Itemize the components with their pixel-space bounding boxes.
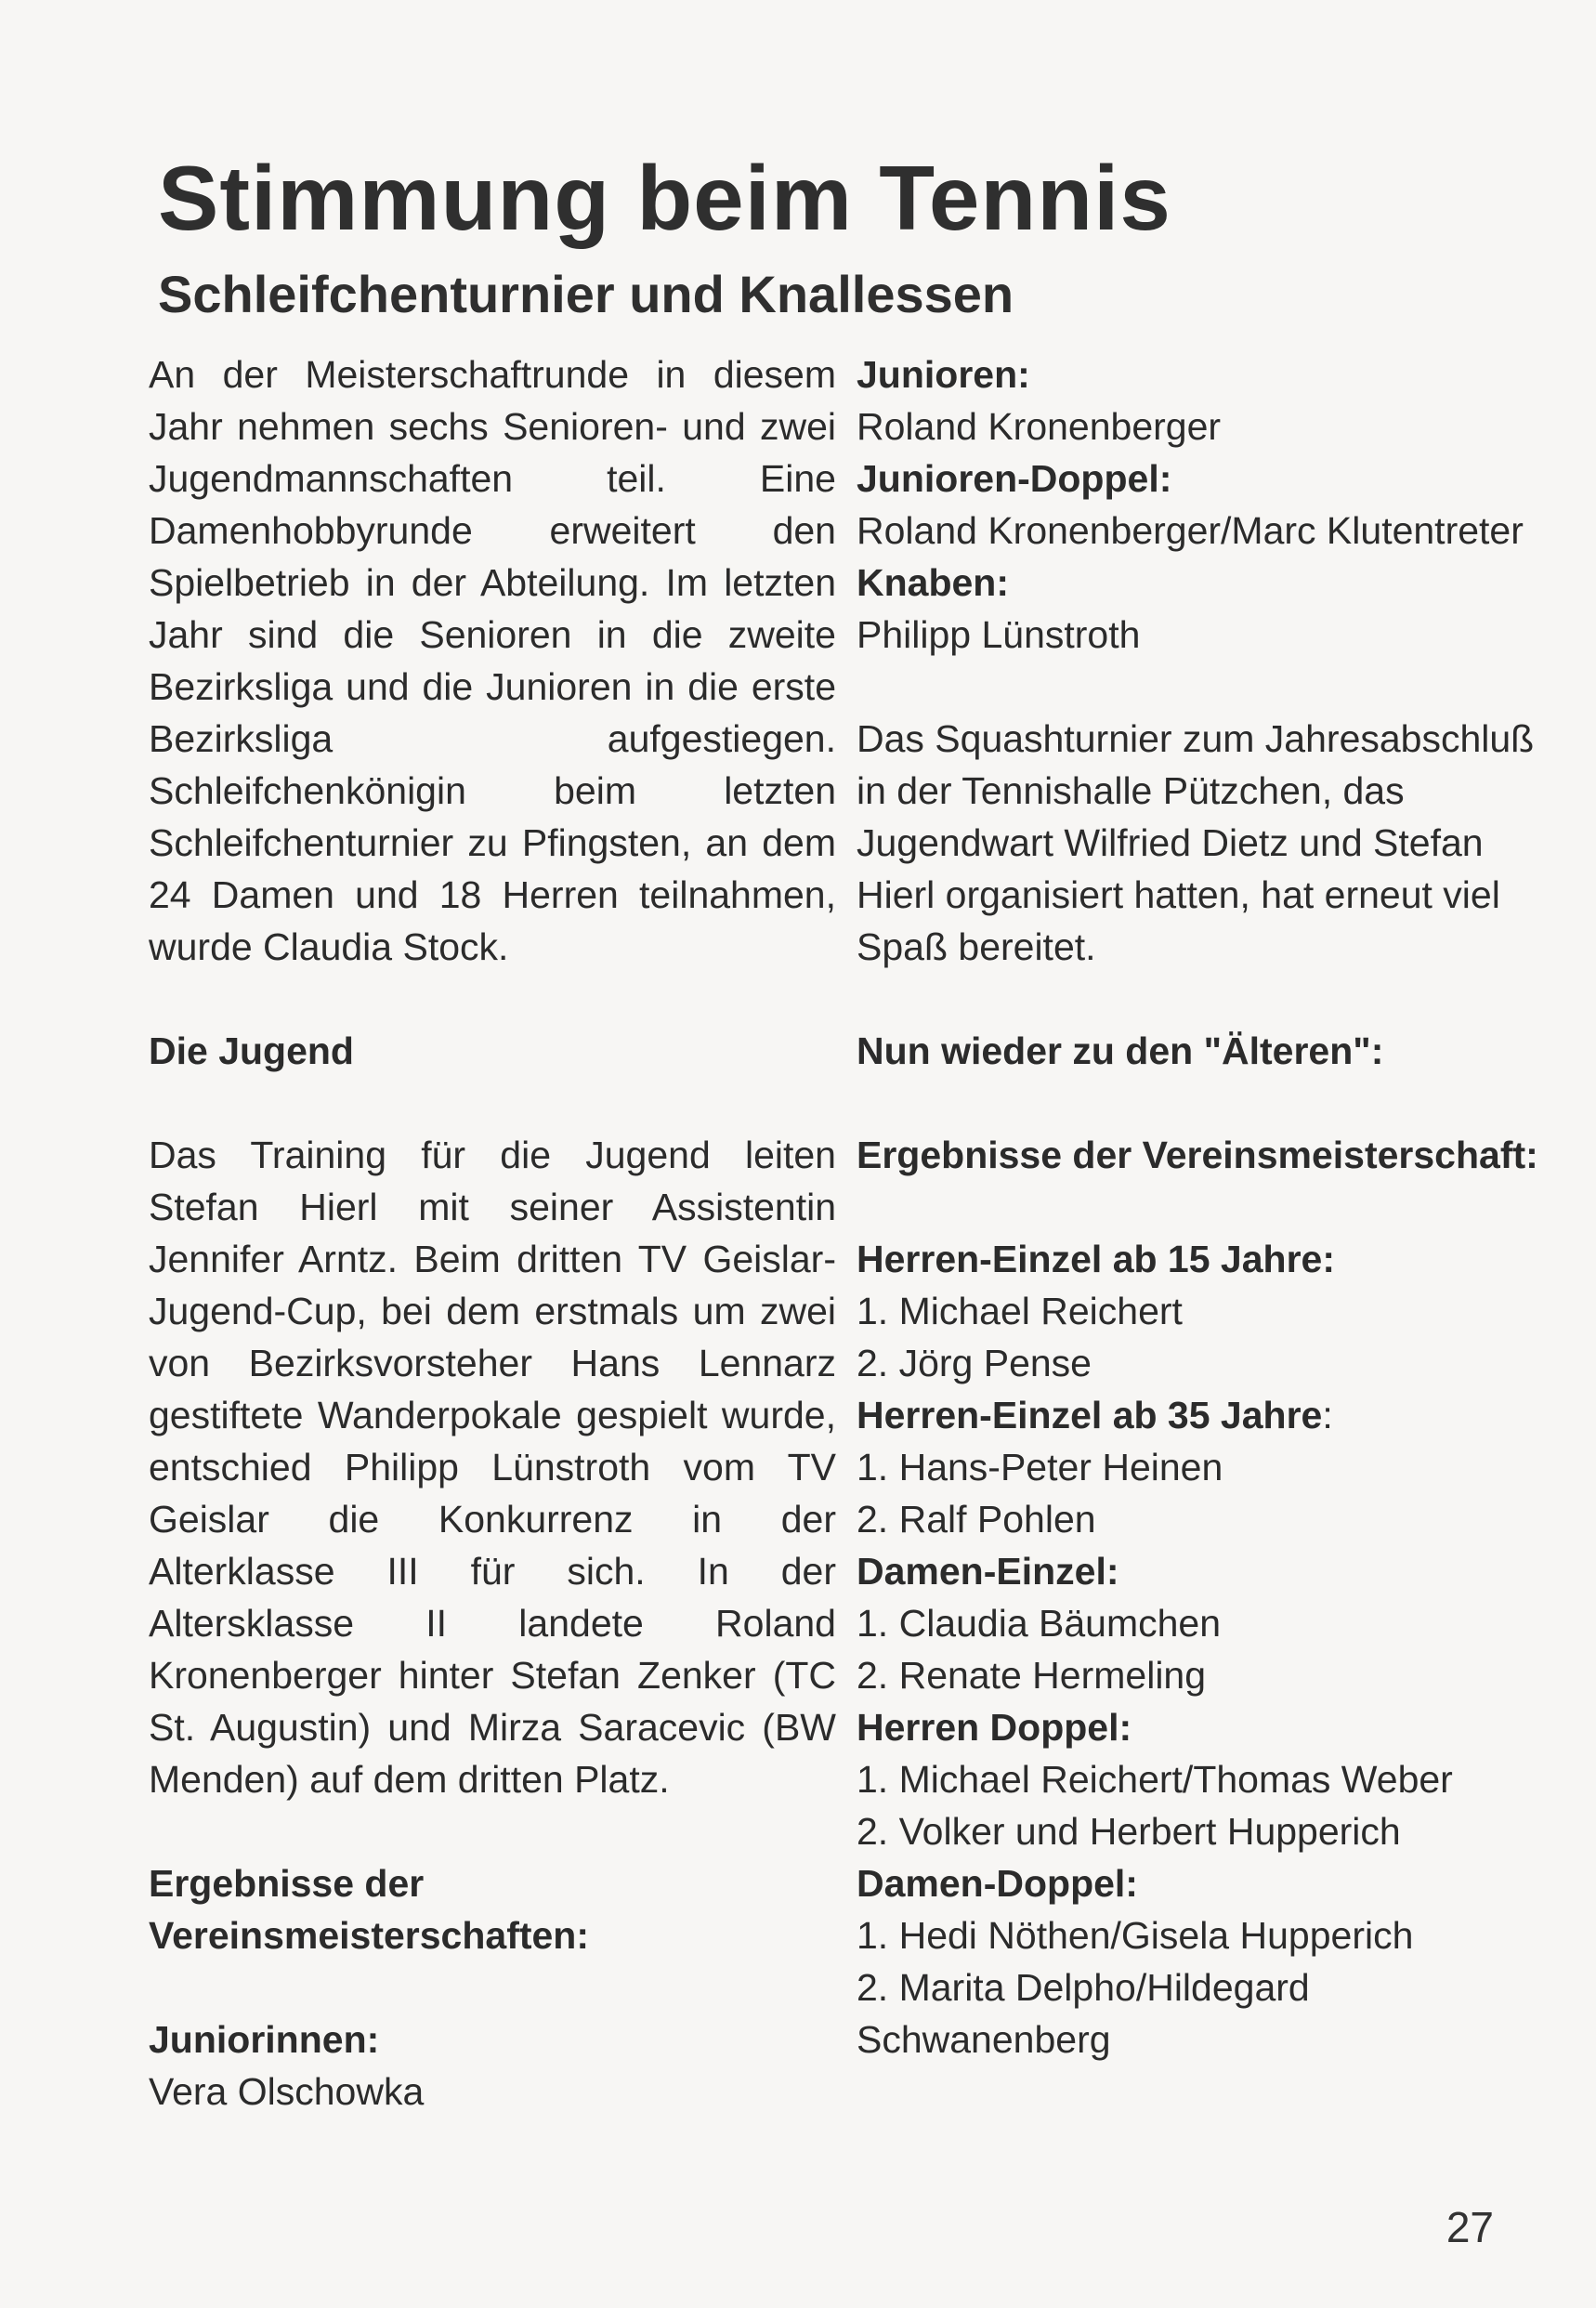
ergebnisse-heading-right: Ergebnisse der Vereinsmeisterschaft: <box>857 1134 1538 1176</box>
herrendoppel-second: 2. Volker und Herbert Hupperich <box>857 1810 1401 1853</box>
junioren-doppel-names: Roland Kronenberger/Marc Klutentreter <box>857 509 1524 552</box>
herrendoppel-heading: Herren Doppel: <box>857 1706 1132 1749</box>
damendoppel-second: 2. Marita Delpho/Hildegard Schwanenberg <box>857 1966 1310 2061</box>
junioren-heading: Junioren: <box>857 353 1030 396</box>
squash-paragraph: Das Squashturnier zum Jahresabschluß in der Tennishalle Pützchen, das Jugendwart Wilfried Dietz und Stefan Hierl organisiert hatten, hat erneut viel Spaß bereitet. <box>857 717 1535 968</box>
dameneinzel-heading: Damen-Einzel: <box>857 1550 1119 1593</box>
herren15-first: 1. Michael Reichert <box>857 1290 1183 1332</box>
herren35-heading-text: Herren-Einzel ab 35 Jahre <box>857 1394 1323 1436</box>
juniorinnen-heading: Juniorinnen: <box>149 2018 380 2061</box>
herren35-second: 2. Ralf Pohlen <box>857 1498 1096 1541</box>
herren35-heading <box>857 1389 1544 1441</box>
herren35-first: 1. Hans-Peter Heinen <box>857 1446 1223 1488</box>
left-column <box>149 348 836 2118</box>
dameneinzel-second: 2. Renate Hermeling <box>857 1654 1207 1697</box>
dameneinzel-first: 1. Claudia Bäumchen <box>857 1602 1222 1645</box>
jugend-paragraph: Das Training für die Jugend leiten Stefan Hierl mit seiner Assistentin Jennifer Arntz. Beim dritten TV Geislar-Jugend-Cup, bei dem erstmals um zwei von Bezirksvorsteher Hans Lennarz gestiftete Wanderpokale gespielt wurde, entschied Philipp Lünstroth vom TV Geislar die Konkurrenz in der Alterklasse III für sich. In der Altersklasse II landete Roland Kronenberger hinter Stefan Zenker (TC St. Augustin) und Mirza Saracevic (BW Menden) auf dem dritten Platz. <box>149 1134 836 1801</box>
herren15-heading: Herren-Einzel ab 15 Jahre: <box>857 1238 1335 1280</box>
intro-paragraph: An der Meisterschaftrunde in diesem Jahr nehmen sechs Senioren- und zwei Jugendmannschaften teil. Eine Damenhobbyrunde erweitert den Spielbetrieb in der Abteilung. Im letzten Jahr sind die Senioren in die zweite Bezirksliga und die Junioren in die erste Bezirksliga aufgestiegen. Schleifchenkönigin beim letzten Schleifchenturnier zu Pfingsten, an dem 24 Damen und 18 Herren teilnahmen, wurde Claudia Stock. <box>149 353 836 968</box>
aelteren-heading: Nun wieder zu den "Älteren": <box>857 1029 1384 1072</box>
herrendoppel-first: 1. Michael Reichert/Thomas Weber <box>857 1758 1453 1801</box>
ergebnisse-heading-left: Ergebnisse der Vereinsmeisterschaften: <box>149 1862 590 1957</box>
junioren-doppel-heading: Junioren-Doppel: <box>857 457 1172 500</box>
juniorinnen-name: Vera Olschowka <box>149 2070 425 2113</box>
jugend-heading: Die Jugend <box>149 1029 354 1072</box>
page-number: 27 <box>1446 2203 1494 2251</box>
knaben-name: Philipp Lünstroth <box>857 613 1141 656</box>
article-title: Stimmung beim Tennis <box>158 147 1171 249</box>
herren15-second: 2. Jörg Pense <box>857 1342 1092 1384</box>
damendoppel-first: 1. Hedi Nöthen/Gisela Hupperich <box>857 1914 1414 1957</box>
junioren-name: Roland Kronenberger <box>857 405 1222 448</box>
right-column <box>857 348 1544 2065</box>
herren35-colon: : <box>1322 1394 1333 1436</box>
knaben-heading: Knaben: <box>857 561 1009 604</box>
article-subtitle: Schleifchenturnier und Knallessen <box>158 265 1014 323</box>
damendoppel-heading: Damen-Doppel: <box>857 1862 1138 1905</box>
